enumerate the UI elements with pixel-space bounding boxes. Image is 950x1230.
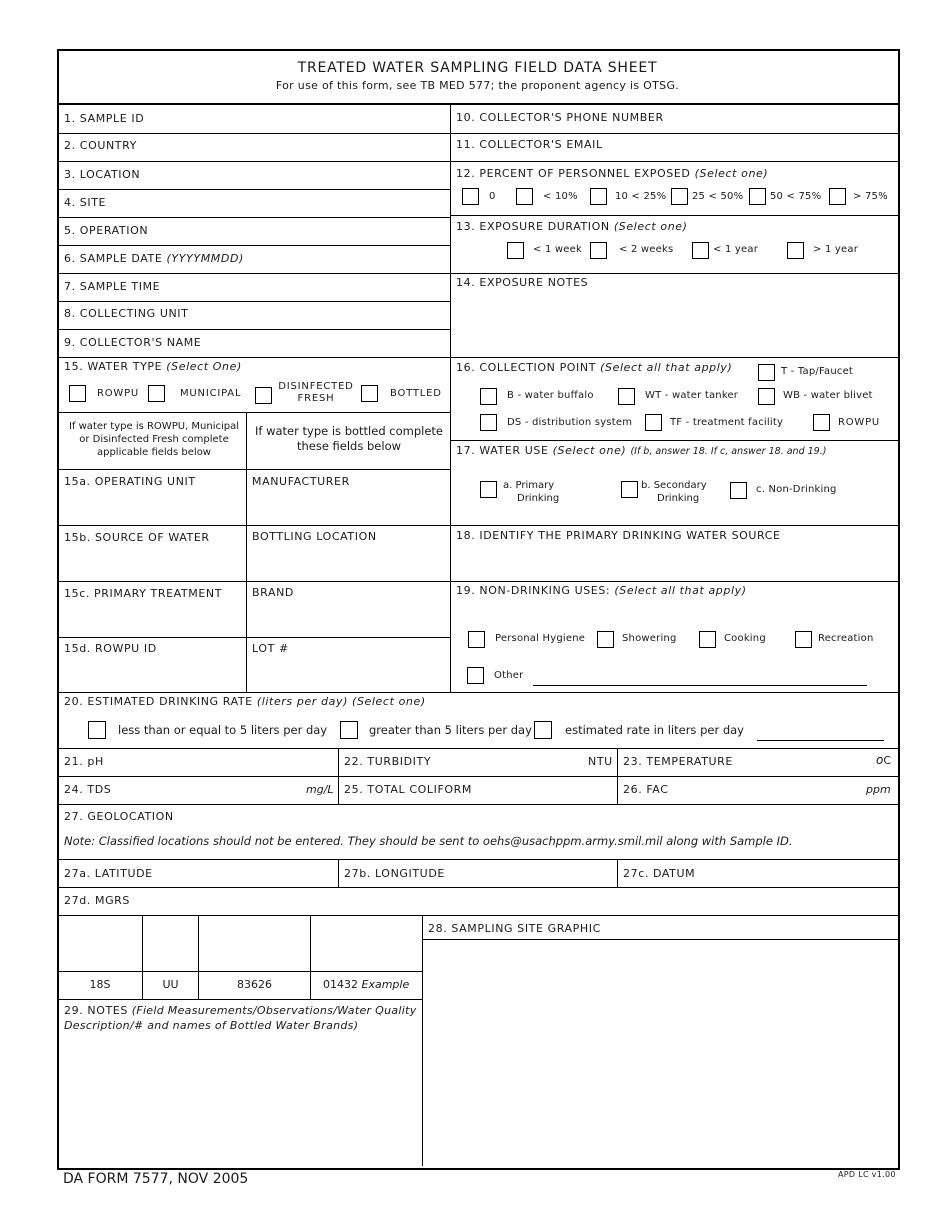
checkbox-exposed-0[interactable] <box>462 188 479 205</box>
checkbox-exposed-10-25[interactable] <box>590 188 607 205</box>
duration-1week-label: < 1 week <box>533 244 582 255</box>
sample-date-hint: (YYYYMMDD) <box>166 252 244 265</box>
f29-hint1: (Field Measurements/Observations/Water Quality <box>131 1004 417 1017</box>
rate-gt5-label: greater than 5 liters per day <box>369 723 532 737</box>
field-tds[interactable]: 24. TDS <box>64 783 112 796</box>
mgrs-cell-square[interactable] <box>143 916 198 971</box>
f12-label-text: 12. PERCENT OF PERSONNEL EXPOSED <box>456 167 691 180</box>
field-collecting-unit[interactable]: 8. COLLECTING UNIT <box>64 307 189 320</box>
mgrs-example-zone: 18S <box>89 978 111 991</box>
nd-other-label: Other <box>494 670 524 681</box>
exposed-50-75-label: 50 < 75% <box>770 191 822 202</box>
f16-label-text: 16. COLLECTION POINT <box>456 361 597 374</box>
field-13-label <box>456 220 688 233</box>
nd-showering-label: Showering <box>622 633 677 644</box>
checkbox-exposed-gt75[interactable] <box>829 188 846 205</box>
unit-ppm-text: ppm <box>866 783 891 796</box>
unit-mgl <box>306 783 334 796</box>
checkbox-exposed-lt10[interactable] <box>516 188 533 205</box>
use-secondary-l2: Drinking <box>657 493 700 504</box>
checkbox-nd-other[interactable] <box>467 667 484 684</box>
f16-hint: (Select all that apply) <box>600 361 733 374</box>
field-sample-time[interactable]: 7. SAMPLE TIME <box>64 280 161 293</box>
nd-hygiene-label: Personal Hygiene <box>495 633 586 644</box>
checkbox-exposed-50-75[interactable] <box>749 188 766 205</box>
field-source-of-water[interactable]: 15b. SOURCE OF WATER <box>64 531 210 544</box>
point-tap-label: T - Tap/Faucet <box>781 366 854 377</box>
checkbox-point-blivet[interactable] <box>758 388 775 405</box>
field-exposure-notes[interactable]: 14. EXPOSURE NOTES <box>456 276 589 289</box>
field-site[interactable]: 4. SITE <box>64 196 107 209</box>
f17-label-text: 17. WATER USE <box>456 444 549 457</box>
duration-lt1year-label: < 1 year <box>713 244 759 255</box>
f20-hint: (liters per day) (Select one) <box>256 695 426 708</box>
checkbox-rate-estimated[interactable] <box>534 721 552 739</box>
header-divider <box>57 103 898 105</box>
checkbox-rate-le5[interactable] <box>88 721 106 739</box>
form-number: DA FORM 7577, NOV 2005 <box>63 1171 249 1187</box>
note-rowpu-fields: If water type is ROWPU, Municipal or Disinfected Fresh complete applicable fields below <box>68 421 240 458</box>
checkbox-duration-lt1year[interactable] <box>692 242 709 259</box>
checkbox-nd-recreation[interactable] <box>795 631 812 648</box>
f17-hint: (Select one) <box>552 444 627 457</box>
mgrs-cell-zone[interactable] <box>58 916 142 971</box>
point-rowpu-label: ROWPU <box>838 417 881 428</box>
nd-other-line[interactable] <box>533 685 867 686</box>
point-treatment-label: TF - treatment facility <box>670 417 784 428</box>
unit-degree-o: o <box>876 753 884 767</box>
checkbox-nd-cooking[interactable] <box>699 631 716 648</box>
field-collector-email[interactable]: 11. COLLECTOR'S EMAIL <box>456 138 603 151</box>
field-lot-number[interactable]: LOT # <box>252 642 289 655</box>
checkbox-duration-2weeks[interactable] <box>590 242 607 259</box>
mgrs-example-square: UU <box>162 978 179 991</box>
field-collector-name[interactable]: 9. COLLECTOR'S NAME <box>64 336 202 349</box>
exposed-25-50-label: 25 < 50% <box>692 191 744 202</box>
field-temperature[interactable]: 23. TEMPERATURE <box>623 755 733 768</box>
rate-estimated-label: estimated rate in liters per day <box>565 723 744 737</box>
f15-hint: (Select One) <box>166 360 242 373</box>
field-17-label <box>456 444 826 457</box>
checkbox-point-tanker[interactable] <box>618 388 635 405</box>
f19-label-text: 19. NON-DRINKING USES: <box>456 584 611 597</box>
field-sampling-site-graphic: 28. SAMPLING SITE GRAPHIC <box>428 922 601 935</box>
field-turbidity[interactable]: 22. TURBIDITY <box>344 755 432 768</box>
checkbox-water-bottled[interactable] <box>361 385 378 402</box>
checkbox-water-disinfected[interactable] <box>255 387 272 404</box>
f15-label-text: 15. WATER TYPE <box>64 360 163 373</box>
f12-hint: (Select one) <box>694 167 769 180</box>
field-fac[interactable]: 26. FAC <box>623 783 669 796</box>
field-country[interactable]: 2. COUNTRY <box>64 139 137 152</box>
sample-date-label: 6. SAMPLE DATE <box>64 252 163 265</box>
mgrs-example-northing <box>323 978 409 991</box>
form-title: TREATED WATER SAMPLING FIELD DATA SHEET <box>297 60 658 76</box>
field-mgrs: 27d. MGRS <box>64 894 131 907</box>
f13-label-text: 13. EXPOSURE DURATION <box>456 220 610 233</box>
field-total-coliform[interactable]: 25. TOTAL COLIFORM <box>344 783 473 796</box>
checkbox-point-buffalo[interactable] <box>480 388 497 405</box>
field-longitude[interactable]: 27b. LONGITUDE <box>344 867 445 880</box>
field-latitude[interactable]: 27a. LATITUDE <box>64 867 153 880</box>
field-20-label <box>64 695 426 708</box>
use-secondary-label <box>641 479 707 505</box>
checkbox-point-distribution[interactable] <box>480 414 497 431</box>
field-19-label <box>456 584 747 597</box>
field-rowpu-id[interactable]: 15d. ROWPU ID <box>64 642 157 655</box>
field-brand[interactable]: BRAND <box>252 586 294 599</box>
dis-line2: FRESH <box>297 393 335 404</box>
field-location[interactable]: 3. LOCATION <box>64 168 141 181</box>
use-primary-l1: a. Primary <box>503 480 555 491</box>
exposed-0-label: 0 <box>489 191 496 202</box>
f19-hint: (Select all that apply) <box>614 584 747 597</box>
field-29-label <box>64 1003 417 1033</box>
geolocation-note: Note: Classified locations should not be entered. They should be sent to oehs@usachppm.army.smil.mil along with Sample ID. <box>64 834 793 848</box>
water-municipal-label: MUNICIPAL <box>180 388 242 399</box>
nd-recreation-label: Recreation <box>818 633 874 644</box>
water-disinfected-label <box>278 381 354 405</box>
f29-hint2: Description/# and names of Bottled Water Brands) <box>64 1019 359 1032</box>
field-sample-id[interactable]: 1. SAMPLE ID <box>64 112 145 125</box>
unit-ntu: NTU <box>588 755 613 768</box>
exposed-10-25-label: 10 < 25% <box>615 191 667 202</box>
rate-le5-label: less than or equal to 5 liters per day <box>118 723 328 737</box>
duration-2weeks-label: < 2 weeks <box>619 244 674 255</box>
checkbox-rate-gt5[interactable] <box>340 721 358 739</box>
mgrs-northing-value: 01432 <box>323 978 358 991</box>
checkbox-exposed-25-50[interactable] <box>671 188 688 205</box>
field-geolocation: 27. GEOLOCATION <box>64 810 174 823</box>
duration-gt1year-label: > 1 year <box>813 244 859 255</box>
checkbox-use-nondrinking[interactable] <box>730 482 747 499</box>
unit-ppm <box>866 783 891 796</box>
checkbox-point-rowpu[interactable] <box>813 414 830 431</box>
checkbox-water-rowpu[interactable] <box>69 385 86 402</box>
field-12-label <box>456 167 768 180</box>
sampling-site-graphic-area[interactable] <box>423 940 897 1165</box>
field-15-label <box>64 360 242 373</box>
unit-mgl-text: mg/L <box>306 783 334 796</box>
field-bottling-location[interactable]: BOTTLING LOCATION <box>252 530 377 543</box>
form-subtitle: For use of this form, see TB MED 577; the proponent agency is OTSG. <box>275 79 680 92</box>
field-collector-phone[interactable]: 10. COLLECTOR'S PHONE NUMBER <box>456 111 664 124</box>
f29-label-text: 29. NOTES <box>64 1004 128 1017</box>
field-ph[interactable]: 21. pH <box>64 755 104 768</box>
field-operation[interactable]: 5. OPERATION <box>64 224 149 237</box>
water-rowpu-label: ROWPU <box>97 388 140 399</box>
checkbox-duration-gt1year[interactable] <box>787 242 804 259</box>
mgrs-cell-easting[interactable] <box>199 916 310 971</box>
checkbox-point-treatment[interactable] <box>645 414 662 431</box>
note-bottled-fields: If water type is bottled complete these fields below <box>255 424 443 453</box>
notes-area[interactable] <box>58 1035 421 1165</box>
checkbox-nd-showering[interactable] <box>597 631 614 648</box>
checkbox-water-municipal[interactable] <box>148 385 165 402</box>
use-primary-label <box>503 479 559 505</box>
dis-line1: DISINFECTED <box>278 381 354 392</box>
checkbox-duration-1week[interactable] <box>507 242 524 259</box>
form-version: APD LC v1.00 <box>838 1170 896 1179</box>
unit-celsius <box>876 753 891 767</box>
f20-label-text: 20. ESTIMATED DRINKING RATE <box>64 695 253 708</box>
point-buffalo-label: B - water buffalo <box>507 390 594 401</box>
mgrs-cell-northing[interactable] <box>311 916 422 971</box>
field-operating-unit[interactable]: 15a. OPERATING UNIT <box>64 475 196 488</box>
point-blivet-label: WB - water blivet <box>783 390 873 401</box>
mgrs-example-word: Example <box>361 978 410 991</box>
use-secondary-l1: b. Secondary <box>641 480 707 491</box>
unit-c: C <box>883 754 892 767</box>
checkbox-use-secondary[interactable] <box>621 481 638 498</box>
mgrs-example-easting: 83626 <box>237 978 272 991</box>
exposed-lt10-label: < 10% <box>543 191 578 202</box>
checkbox-use-primary[interactable] <box>480 481 497 498</box>
exposed-gt75-label: > 75% <box>853 191 888 202</box>
field-primary-source[interactable]: 18. IDENTIFY THE PRIMARY DRINKING WATER SOURCE <box>456 529 781 542</box>
f13-hint: (Select one) <box>613 220 688 233</box>
use-nondrinking-label: c. Non-Drinking <box>756 484 837 495</box>
checkbox-point-tap[interactable] <box>758 364 775 381</box>
point-tanker-label: WT - water tanker <box>645 390 739 401</box>
field-sample-date[interactable] <box>64 252 244 265</box>
field-datum[interactable]: 27c. DATUM <box>623 867 696 880</box>
point-distribution-label: DS - distribution system <box>507 417 633 428</box>
field-primary-treatment[interactable]: 15c. PRIMARY TREATMENT <box>64 587 223 600</box>
rate-estimated-line[interactable] <box>757 740 884 741</box>
f17-hint2: (If b, answer 18. If c, answer 18. and 19.) <box>630 446 827 457</box>
checkbox-nd-hygiene[interactable] <box>468 631 485 648</box>
use-primary-l2: Drinking <box>517 493 560 504</box>
nd-cooking-label: Cooking <box>724 633 766 644</box>
field-manufacturer[interactable]: MANUFACTURER <box>252 475 350 488</box>
water-bottled-label: BOTTLED <box>390 388 442 399</box>
field-16-label <box>456 361 732 374</box>
